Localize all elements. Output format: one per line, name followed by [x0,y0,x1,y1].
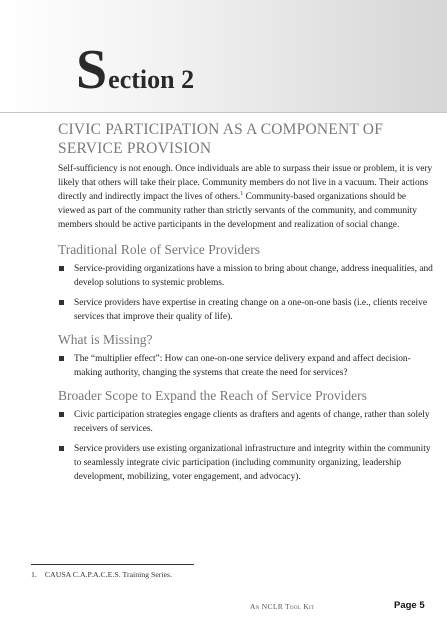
bullet-text: Service providers have expertise in creating change on a one-on-one basis (i.e., clients receive services that improve their quality of life). [74,298,427,322]
banner-divider [0,112,447,113]
traditional-role-heading: Traditional Role of Service Providers [58,242,260,257]
section-banner [0,0,447,112]
footnote-number: 1. [31,570,37,579]
bullet-square-icon [59,266,64,271]
list-item [58,352,434,380]
page-number: Page 5 [394,600,425,611]
broader-scope-list [58,408,434,484]
broader-scope-heading: Broader Scope to Expand the Reach of Service Providers [58,388,367,403]
footer-label: An NCLR Tool Kit [250,602,315,611]
footnote-ref: 1 [240,190,244,197]
footnote [31,570,172,579]
bullet-text: The “multiplier effect”: How can one-on-one service delivery expand and affect decision-making authority, changing the systems that create the need for services? [74,354,411,378]
list-item [58,442,434,484]
bullet-square-icon [59,412,64,417]
what-is-missing-heading: What is Missing? [58,332,153,347]
intro-text: Self-sufficiency is not enough. Once individuals are able to surpass their issue or problem, it is very likely that others will take their place. Community members do not live in a vacuum. Their actions directly and indirectly impact the lives of others. [58,164,433,202]
footnote-divider [31,564,194,565]
intro-text-continued: Community-based organizations should be viewed as part of the community rather than strictly servants of the community, and community members should be active participants in the development and realization of social change. [58,192,417,230]
section-title [76,39,195,101]
bullet-square-icon [59,356,64,361]
footnote-text: CAUSA C.A.P.A.C.E.S. Training Series. [44,570,173,579]
page-heading: CIVIC PARTICIPATION AS A COMPONENT OF SERVICE PROVISION [58,121,384,157]
intro-paragraph [58,162,434,232]
main-content [58,120,434,492]
bullet-text: Civic participation strategies engage clients as drafters and agents of change, rather than solely receivers of services. [74,410,430,434]
bullet-square-icon [59,446,64,451]
section-title-initial: S [76,39,108,101]
list-item [58,296,434,324]
list-item [58,262,434,290]
section-title-rest: ection 2 [108,65,195,94]
what-is-missing-list [58,352,434,380]
traditional-role-list [58,262,434,324]
bullet-text: Service providers use existing organizational infrastructure and integrity within the community to seamlessly integrate civic participation (including community organizing, leadership development, mobilizing, voter engagement, and advocacy). [74,444,431,482]
bullet-text: Service-providing organizations have a mission to bring about change, address inequalities, and develop solutions to systemic problems. [74,264,433,288]
bullet-square-icon [59,300,64,305]
list-item [58,408,434,436]
